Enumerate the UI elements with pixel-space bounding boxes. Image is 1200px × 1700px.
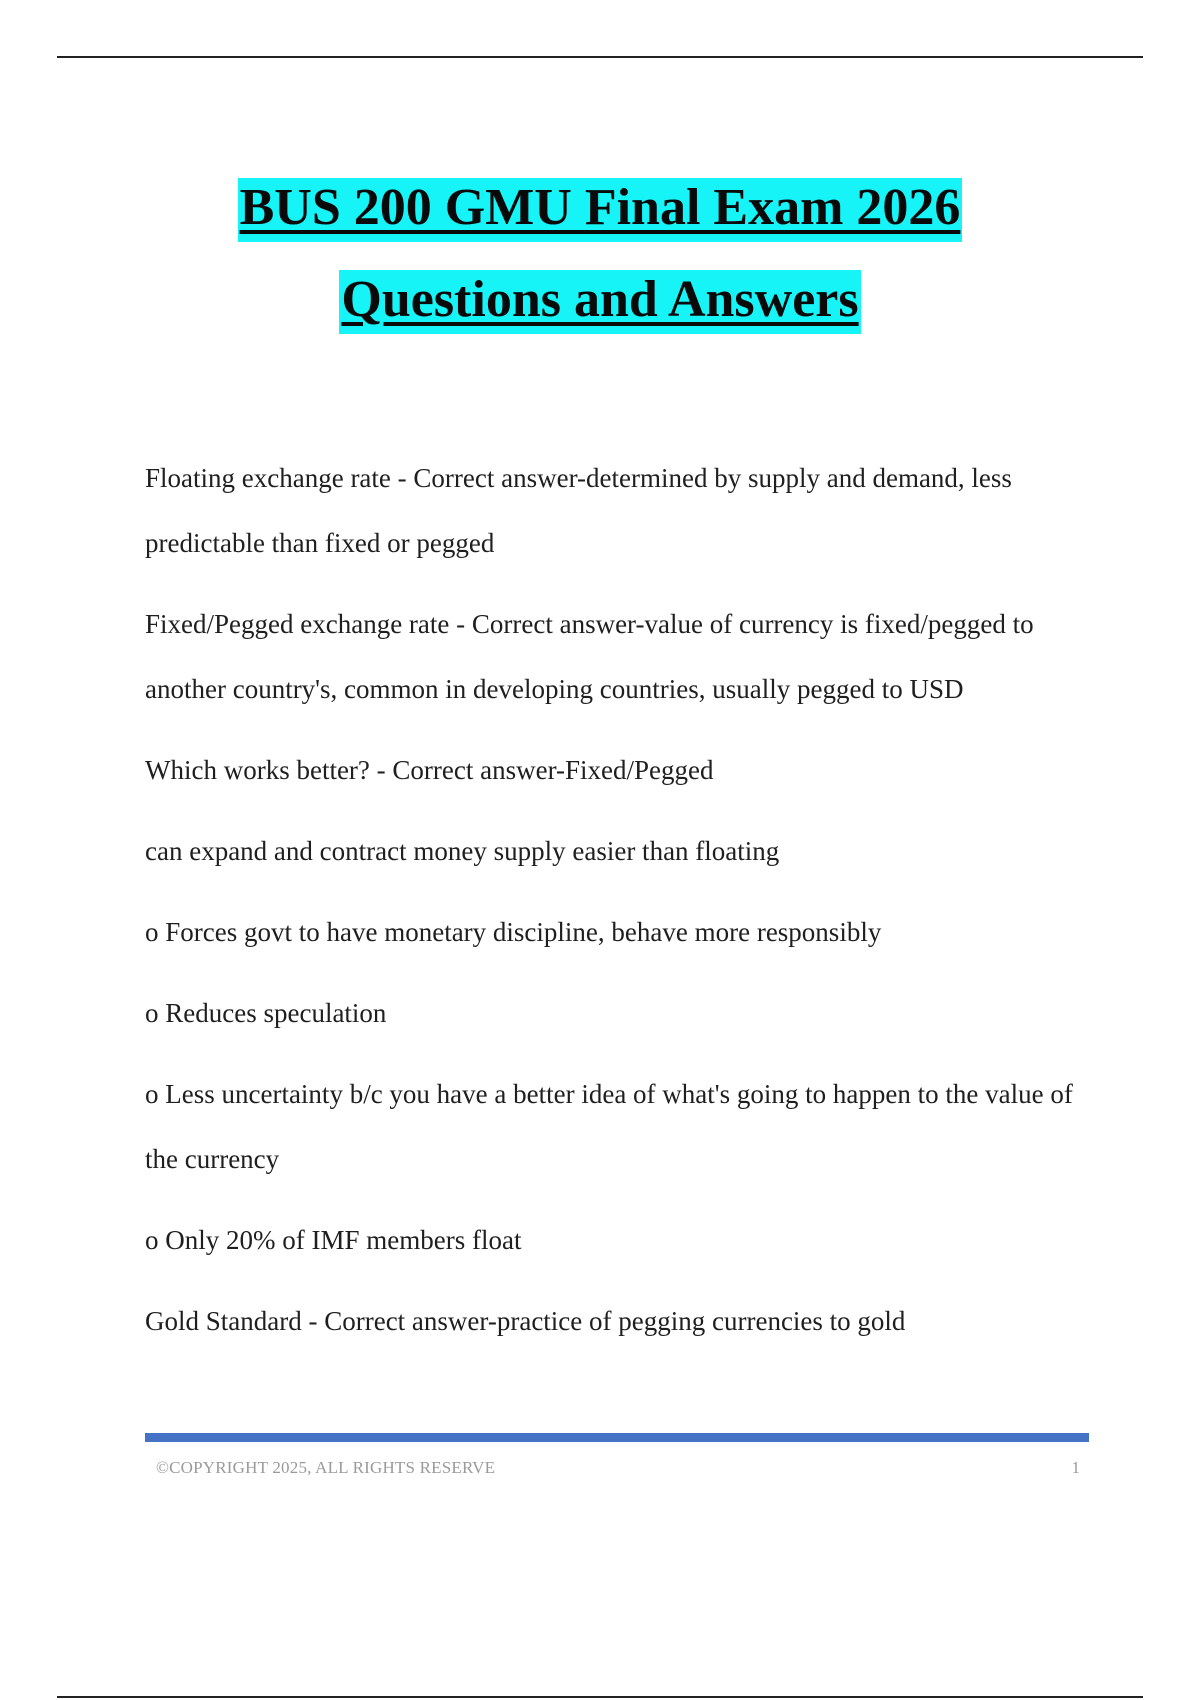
title-line-1: BUS 200 GMU Final Exam 2026 [238, 178, 963, 242]
paragraph-money-supply: can expand and contract money supply easier than floating [145, 836, 780, 866]
bullet-less-uncertainty: o Less uncertainty b/c you have a better idea of what's going to happen to the value of the currency [145, 1079, 1073, 1174]
footer-copyright: ©COPYRIGHT 2025, ALL RIGHTS RESERVE [156, 1458, 496, 1477]
bullet-monetary-discipline: o Forces govt to have monetary discipline, behave more responsibly [145, 917, 882, 947]
document-body [145, 446, 1095, 1370]
paragraph-gold-standard: Gold Standard - Correct answer-practice of pegging currencies to gold [145, 1306, 906, 1336]
page-number: 1 [1071, 1458, 1080, 1477]
paragraph-fixed-rate: Fixed/Pegged exchange rate - Correct answer-value of currency is fixed/pegged to another country's, common in developing countries, usually pegged to USD [145, 609, 1034, 704]
paragraph-which-works-better: Which works better? - Correct answer-Fixed/Pegged [145, 755, 714, 785]
top-rule [57, 56, 1143, 58]
document-title [0, 178, 1200, 362]
bullet-imf-members: o Only 20% of IMF members float [145, 1225, 522, 1255]
bullet-reduces-speculation: o Reduces speculation [145, 998, 387, 1028]
paragraph-floating-rate: Floating exchange rate - Correct answer-determined by supply and demand, less predictable than fixed or pegged [145, 463, 1012, 558]
bottom-rule [57, 1696, 1143, 1698]
footer-bar [145, 1433, 1089, 1442]
title-line-2: Questions and Answers [339, 270, 860, 334]
